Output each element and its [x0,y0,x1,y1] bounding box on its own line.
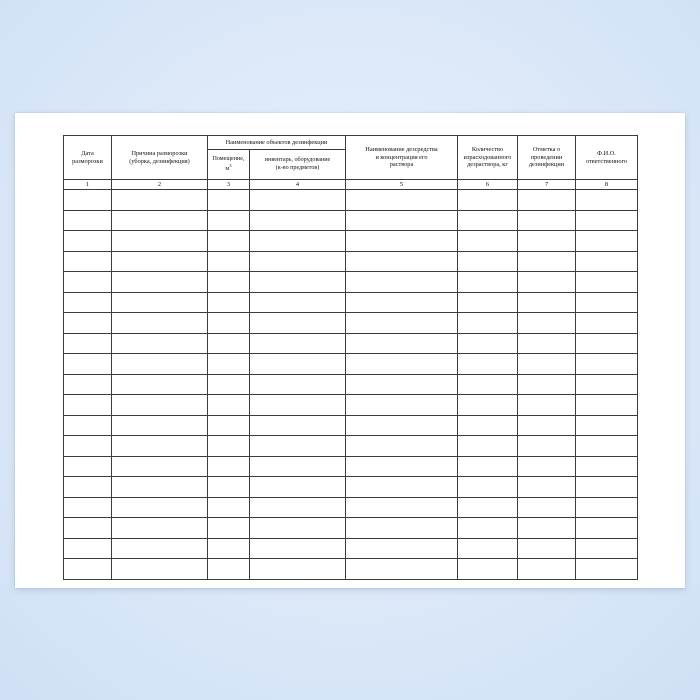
table-cell[interactable] [112,190,208,211]
table-row [64,477,638,498]
table-cell[interactable] [458,415,518,436]
table-cell[interactable] [576,333,638,354]
table-cell[interactable] [64,313,112,334]
table-cell[interactable] [112,497,208,518]
table-cell[interactable] [250,436,346,457]
table-cell[interactable] [576,251,638,272]
table-cell[interactable] [112,333,208,354]
table-cell[interactable] [208,313,250,334]
table-cell[interactable] [518,436,576,457]
table-cell[interactable] [576,272,638,293]
table-cell[interactable] [64,333,112,354]
table-cell[interactable] [112,395,208,416]
table-cell[interactable] [250,456,346,477]
table-cell[interactable] [64,292,112,313]
table-cell[interactable] [576,190,638,211]
column-header-room-label: Помещение, м [212,155,245,173]
table-cell[interactable] [64,374,112,395]
table-cell[interactable] [518,477,576,498]
table-cell[interactable] [518,538,576,559]
column-number-3: 3 [208,180,250,190]
paper-sheet [15,113,685,588]
table-cell[interactable] [208,456,250,477]
table-body [64,190,638,580]
table-cell[interactable] [518,292,576,313]
table-cell[interactable] [346,272,458,293]
table-cell[interactable] [458,333,518,354]
table-cell[interactable] [518,559,576,580]
table-cell[interactable] [576,292,638,313]
table-row [64,210,638,231]
table-cell[interactable] [346,436,458,457]
table-cell[interactable] [576,497,638,518]
column-header-reason: Причина разморозки (уборка, дезинфекция) [112,136,208,180]
table-row [64,292,638,313]
table-cell[interactable] [346,477,458,498]
table-cell[interactable] [112,210,208,231]
table-cell[interactable] [518,251,576,272]
table-cell[interactable] [518,395,576,416]
table-header-group-row [64,136,638,150]
table-cell[interactable] [576,395,638,416]
table-cell[interactable] [458,354,518,375]
table-cell[interactable] [112,231,208,252]
table-cell[interactable] [208,415,250,436]
table-cell[interactable] [518,415,576,436]
table-cell[interactable] [250,518,346,539]
table-cell[interactable] [576,415,638,436]
table-cell[interactable] [250,251,346,272]
table-cell[interactable] [576,231,638,252]
table-cell[interactable] [64,354,112,375]
table-cell[interactable] [458,456,518,477]
table-cell[interactable] [64,497,112,518]
table-cell[interactable] [208,497,250,518]
table-head [64,136,638,190]
table-row [64,538,638,559]
table-cell[interactable] [64,477,112,498]
table-cell[interactable] [346,251,458,272]
table-cell[interactable] [208,518,250,539]
table-cell[interactable] [250,354,346,375]
table-row [64,436,638,457]
table-cell[interactable] [346,395,458,416]
column-header-responsible: Ф.И.О. ответственного [576,136,638,180]
table-cell[interactable] [250,231,346,252]
column-header-quantity: Количество израсходованного дезраствора, кг [458,136,518,180]
table-cell[interactable] [518,456,576,477]
table-cell[interactable] [112,251,208,272]
column-header-objects-group: Наименование объектов дезинфекции [208,136,346,150]
table-row [64,354,638,375]
column-header-room [208,150,250,180]
table-cell[interactable] [346,292,458,313]
table-cell[interactable] [458,210,518,231]
table-cell[interactable] [518,374,576,395]
table-cell[interactable] [250,190,346,211]
table-cell[interactable] [576,456,638,477]
table-cell[interactable] [458,497,518,518]
table-cell[interactable] [576,477,638,498]
table-cell[interactable] [208,395,250,416]
table-row [64,313,638,334]
table-cell[interactable] [346,313,458,334]
table-cell[interactable] [64,518,112,539]
table-cell[interactable] [64,190,112,211]
table-cell[interactable] [250,210,346,231]
table-cell[interactable] [112,292,208,313]
table-cell[interactable] [208,333,250,354]
table-cell[interactable] [208,374,250,395]
table-cell[interactable] [208,436,250,457]
column-header-equipment: инвентарь, оборудование (к-во предметов) [250,150,346,180]
table-cell[interactable] [208,190,250,211]
table-cell[interactable] [346,538,458,559]
table-cell[interactable] [346,210,458,231]
table-cell[interactable] [458,292,518,313]
table-cell[interactable] [518,313,576,334]
table-cell[interactable] [112,415,208,436]
table-cell[interactable] [208,292,250,313]
column-number-4: 4 [250,180,346,190]
table-cell[interactable] [250,272,346,293]
journal-table-container [63,135,637,580]
table-row [64,395,638,416]
table-cell[interactable] [64,436,112,457]
table-cell[interactable] [346,518,458,539]
table-row [64,231,638,252]
table-cell[interactable] [250,477,346,498]
table-cell[interactable] [518,190,576,211]
table-cell[interactable] [208,559,250,580]
table-cell[interactable] [458,477,518,498]
table-cell[interactable] [346,415,458,436]
table-cell[interactable] [346,231,458,252]
column-number-2: 2 [112,180,208,190]
table-cell[interactable] [250,559,346,580]
table-cell[interactable] [208,477,250,498]
table-cell[interactable] [458,231,518,252]
column-header-disinfectant: Наименование дезсредства и концентрация его раствора [346,136,458,180]
table-cell[interactable] [112,559,208,580]
table-cell[interactable] [458,395,518,416]
table-row [64,456,638,477]
table-cell[interactable] [64,251,112,272]
column-number-6: 6 [458,180,518,190]
table-cell[interactable] [64,210,112,231]
table-cell[interactable] [250,374,346,395]
table-cell[interactable] [458,518,518,539]
table-cell[interactable] [112,374,208,395]
table-row [64,497,638,518]
table-cell[interactable] [250,415,346,436]
table-cell[interactable] [458,272,518,293]
table-cell[interactable] [112,518,208,539]
table-cell[interactable] [518,333,576,354]
table-cell[interactable] [112,538,208,559]
table-cell[interactable] [518,497,576,518]
table-cell[interactable] [346,354,458,375]
table-cell[interactable] [458,436,518,457]
table-row [64,518,638,539]
table-cell[interactable] [64,272,112,293]
table-cell[interactable] [208,354,250,375]
table-cell[interactable] [112,313,208,334]
column-header-date: Дата разморозки [64,136,112,180]
table-cell[interactable] [576,538,638,559]
cubic-meter-superscript: 3 [229,162,232,168]
table-cell[interactable] [64,538,112,559]
table-number-row [64,180,638,190]
table-cell[interactable] [346,374,458,395]
table-row [64,559,638,580]
table-row [64,190,638,211]
table-cell[interactable] [250,497,346,518]
column-number-7: 7 [518,180,576,190]
column-number-5: 5 [346,180,458,190]
table-cell[interactable] [250,395,346,416]
table-cell[interactable] [112,456,208,477]
table-cell[interactable] [518,354,576,375]
table-row [64,251,638,272]
table-cell[interactable] [458,190,518,211]
table-row [64,272,638,293]
column-number-8: 8 [576,180,638,190]
table-cell[interactable] [518,272,576,293]
table-cell[interactable] [250,313,346,334]
table-cell[interactable] [518,231,576,252]
table-cell[interactable] [64,395,112,416]
table-cell[interactable] [208,231,250,252]
column-header-mark: Отметка о проведении дезинфекции [518,136,576,180]
table-cell[interactable] [576,436,638,457]
column-number-1: 1 [64,180,112,190]
table-cell[interactable] [64,559,112,580]
table-cell[interactable] [458,313,518,334]
table-cell[interactable] [576,374,638,395]
table-cell[interactable] [576,313,638,334]
table-cell[interactable] [112,354,208,375]
table-row [64,415,638,436]
table-cell[interactable] [208,272,250,293]
table-cell[interactable] [346,559,458,580]
table-cell[interactable] [518,518,576,539]
table-cell[interactable] [346,497,458,518]
table-cell[interactable] [346,190,458,211]
table-cell[interactable] [458,559,518,580]
table-cell[interactable] [112,477,208,498]
table-row [64,333,638,354]
table-cell[interactable] [458,251,518,272]
table-cell[interactable] [458,538,518,559]
table-cell[interactable] [112,436,208,457]
table-cell[interactable] [208,538,250,559]
table-cell[interactable] [576,354,638,375]
table-cell[interactable] [250,538,346,559]
table-cell[interactable] [346,333,458,354]
table-cell[interactable] [518,210,576,231]
journal-table [63,135,638,580]
table-cell[interactable] [64,415,112,436]
table-cell[interactable] [208,210,250,231]
table-cell[interactable] [458,374,518,395]
table-cell[interactable] [576,210,638,231]
table-cell[interactable] [64,456,112,477]
table-cell[interactable] [112,272,208,293]
table-cell[interactable] [250,292,346,313]
table-row [64,374,638,395]
table-cell[interactable] [250,333,346,354]
table-cell[interactable] [208,251,250,272]
table-cell[interactable] [64,231,112,252]
table-cell[interactable] [346,456,458,477]
table-cell[interactable] [576,559,638,580]
table-cell[interactable] [576,518,638,539]
